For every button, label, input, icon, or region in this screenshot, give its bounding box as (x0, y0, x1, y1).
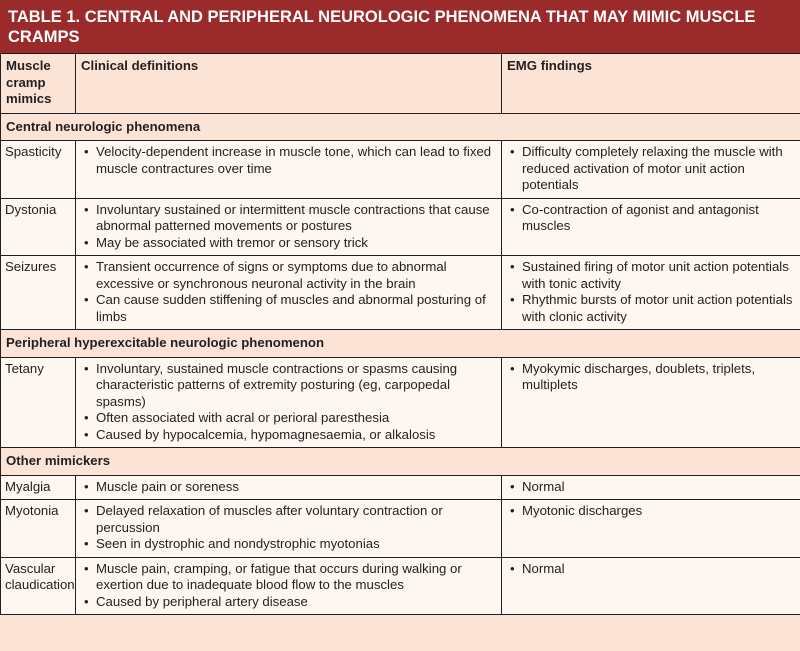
list-item: • Muscle pain or soreness (81, 479, 496, 496)
definitions-cell (76, 357, 502, 448)
mimic-name: Seizures (1, 256, 76, 330)
section-other (1, 448, 800, 476)
table-title: TABLE 1. CENTRAL AND PERIPHERAL NEUROLOGIC PHENOMENA THAT MAY MIMIC MUSCLE CRAMPS (0, 0, 800, 53)
list-item: • Involuntary sustained or intermittent muscle contractions that cause abnormal patterned movements or postures (81, 202, 496, 235)
definitions-cell (76, 557, 502, 615)
table-row (1, 500, 800, 558)
list-item: • Delayed relaxation of muscles after voluntary contraction or percussion (81, 503, 496, 536)
section-central (1, 113, 800, 141)
mimic-name: Dystonia (1, 198, 76, 256)
list-item: • Myokymic discharges, doublets, triplets, multiplets (507, 361, 795, 394)
section-label: Central neurologic phenomena (1, 113, 800, 141)
definitions-cell (76, 475, 502, 500)
mimic-name: Vascular claudication (1, 557, 76, 615)
definitions-cell (76, 198, 502, 256)
list-item: • Transient occurrence of signs or symptoms due to abnormal excessive or synchronous neuronal activity in the brain (81, 259, 496, 292)
list-item: • Sustained firing of motor unit action potentials with tonic activity (507, 259, 795, 292)
list-item: • Velocity-dependent increase in muscle tone, which can lead to fixed muscle contractures over time (81, 144, 496, 177)
table-row (1, 475, 800, 500)
definitions-cell (76, 256, 502, 330)
list-item: • Rhythmic bursts of motor unit action potentials with clonic activity (507, 292, 795, 325)
definitions-cell (76, 500, 502, 558)
emg-cell (502, 557, 800, 615)
header-emg: EMG findings (502, 54, 800, 114)
section-label: Other mimickers (1, 448, 800, 476)
list-item: • Involuntary, sustained muscle contractions or spasms causing characteristic patterns of extremity posturing (eg, carpopedal spasms) (81, 361, 496, 411)
list-item: • Co-contraction of agonist and antagonist muscles (507, 202, 795, 235)
list-item: • Can cause sudden stiffening of muscles and abnormal posturing of limbs (81, 292, 496, 325)
list-item: • Normal (507, 561, 795, 578)
emg-cell (502, 357, 800, 448)
list-item: • May be associated with tremor or sensory trick (81, 235, 496, 252)
emg-cell (502, 475, 800, 500)
list-item: • Caused by hypocalcemia, hypomagnesaemia, or alkalosis (81, 427, 496, 444)
definitions-cell (76, 141, 502, 199)
table-row (1, 357, 800, 448)
section-label: Peripheral hyperexcitable neurologic phenomenon (1, 330, 800, 358)
emg-cell (502, 256, 800, 330)
mimic-name: Myotonia (1, 500, 76, 558)
header-definitions: Clinical definitions (76, 54, 502, 114)
list-item: • Muscle pain, cramping, or fatigue that occurs during walking or exertion due to inadequate blood flow to the muscles (81, 561, 496, 594)
section-peripheral (1, 330, 800, 358)
header-mimics: Muscle cramp mimics (1, 54, 76, 114)
list-item: • Myotonic discharges (507, 503, 795, 520)
emg-cell (502, 141, 800, 199)
mimic-name: Tetany (1, 357, 76, 448)
header-row (1, 54, 800, 114)
mimic-name: Myalgia (1, 475, 76, 500)
table-row (1, 557, 800, 615)
mimic-name: Spasticity (1, 141, 76, 199)
table-row (1, 256, 800, 330)
list-item: • Often associated with acral or perioral paresthesia (81, 410, 496, 427)
table-row (1, 198, 800, 256)
mimics-table (0, 53, 800, 615)
list-item: • Normal (507, 479, 795, 496)
list-item: • Caused by peripheral artery disease (81, 594, 496, 611)
table-row (1, 141, 800, 199)
emg-cell (502, 500, 800, 558)
emg-cell (502, 198, 800, 256)
list-item: • Seen in dystrophic and nondystrophic myotonias (81, 536, 496, 553)
list-item: • Difficulty completely relaxing the muscle with reduced activation of motor unit action potentials (507, 144, 795, 194)
